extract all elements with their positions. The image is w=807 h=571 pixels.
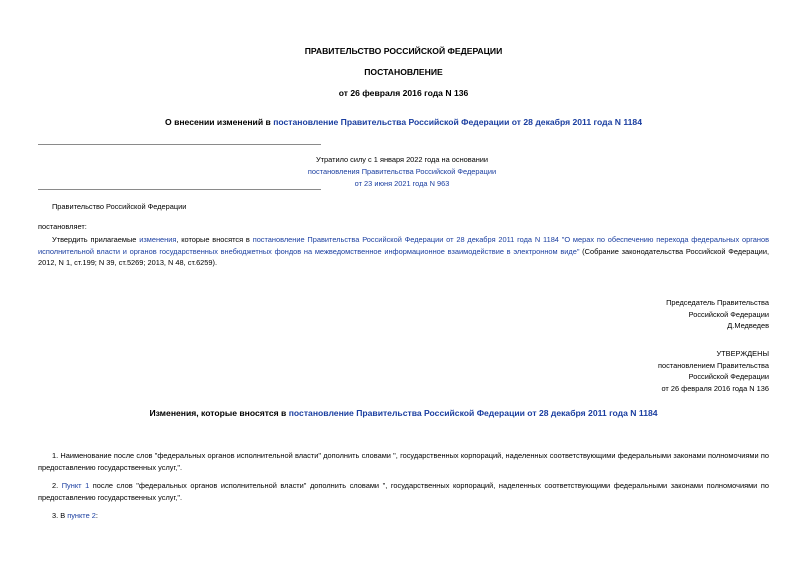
repeal-decree-date-link[interactable]: от 23 июня 2021 года N 963: [354, 179, 450, 188]
item-3-point-2-link[interactable]: пункте 2: [67, 511, 96, 520]
signature-name: Д.Медведев: [727, 321, 769, 330]
signature-block: [549, 297, 769, 332]
repeal-notice-text: Утратило силу с 1 января 2022 года на основании: [315, 155, 489, 164]
preamble-decrees: постановляет:: [38, 222, 87, 231]
approved-block: [549, 348, 769, 394]
decree-1184-link[interactable]: постановление Правительства Российской Федерации от 28 декабря 2011 года N 1184 "О мерах по обеспечению перехода федеральных органов исполнительной власти и органов государственных внебюджетных фондов на межведомственное информационное взаимодействие в электронном виде": [38, 235, 770, 256]
change-item-1: 1. Наименование после слов "федеральных органов исполнительной власти" дополнить словами ", государственных корпораций, наделенных соответствующими федеральными законами полномочиями по предоставлению государственных услуг,".: [38, 451, 769, 472]
changes-title-decree-link[interactable]: постановление Правительства Российской Федерации от 28 декабря 2011 года N 1184: [288, 408, 658, 418]
notice-divider-bottom: [38, 189, 321, 190]
approved-by: постановлением Правительства: [658, 360, 769, 370]
signature-org: Российской Федерации: [688, 309, 769, 319]
changes-title: [0, 408, 807, 418]
document-title: [0, 117, 807, 127]
changes-title-prefix: Изменения, которые вносятся в: [149, 408, 289, 418]
approved-org: Российской Федерации: [688, 372, 769, 381]
approved-date: от 26 февраля 2016 года N 136: [661, 383, 769, 393]
approved-label: УТВЕРЖДЕНЫ: [716, 349, 769, 358]
amended-decree-link[interactable]: постановление Правительства Российской Федерации от 28 декабря 2011 года N 1184: [273, 117, 642, 127]
government-name: ПРАВИТЕЛЬСТВО РОССИЙСКОЙ ФЕДЕРАЦИИ: [304, 46, 503, 56]
approve-paragraph: Утвердить прилагаемые изменения, которые вносятся в постановление Правительства Российской Федерации от 28 декабря 2011 года N 1184 "О мерах по обеспечению перехода федеральных органов исполнительной власти и органов государственных внебюджетных фондов на межведомственное информационное взаимодействие в электронном виде" (Собрание законодательства Российской Федерации, 2012, N 1, ст.199; N 39, ст.5269; 2013, N 48, ст.6259).: [38, 235, 770, 267]
notice-divider-top: [38, 144, 321, 145]
document-title-prefix: О внесении изменений в: [165, 117, 274, 127]
signature-position: Председатель Правительства: [666, 298, 769, 307]
item-2-point-1-link[interactable]: Пункт 1: [61, 481, 90, 490]
document-date-number: от 26 февраля 2016 года N 136: [338, 88, 469, 98]
change-item-2: 2. Пункт 1 после слов "федеральных органов исполнительной власти" дополнить словами ", государственных корпораций, наделенных соответствующими федеральными законами полномочиями по предоставлению государственных услуг,".: [38, 481, 769, 502]
changes-link[interactable]: изменения: [139, 235, 177, 244]
change-item-3: 3. В пункте 2:: [52, 511, 98, 520]
preamble-government: Правительство Российской Федерации: [52, 202, 187, 211]
repeal-notice: [232, 154, 572, 190]
repeal-decree-link[interactable]: постановления Правительства Российской Федерации: [307, 167, 497, 176]
document-type: ПОСТАНОВЛЕНИЕ: [364, 67, 443, 77]
